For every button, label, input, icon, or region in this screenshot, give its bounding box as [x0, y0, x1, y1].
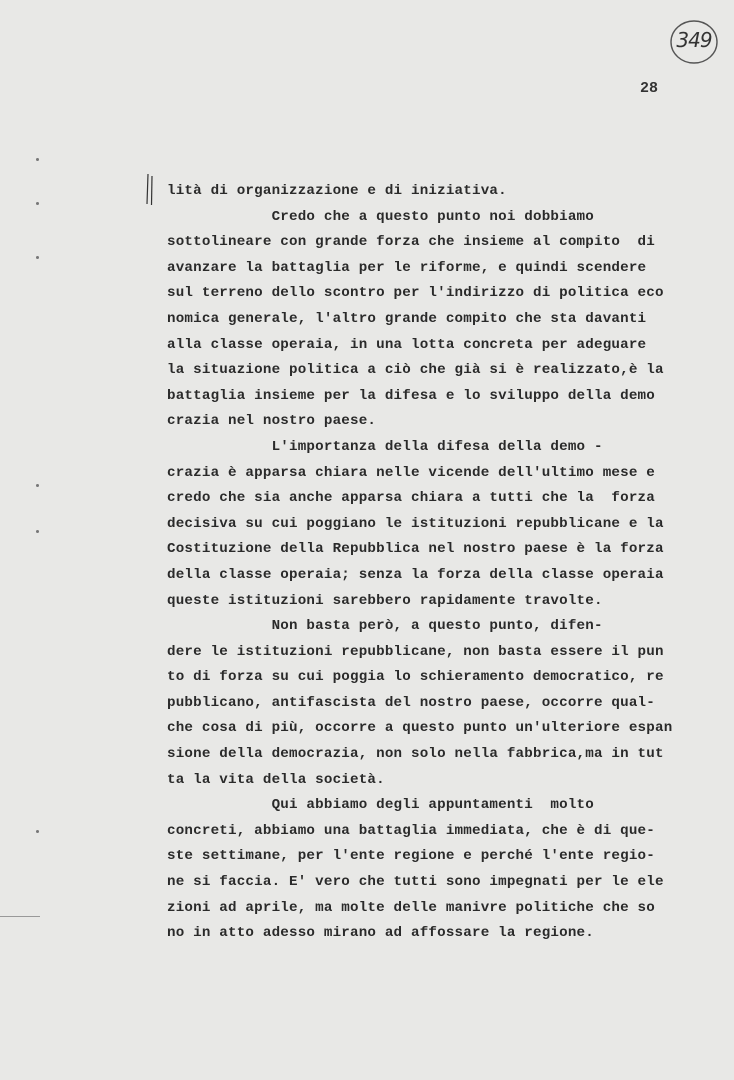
- text-line: crazia è apparsa chiara nelle vicende dell'ultimo mese e: [167, 464, 655, 481]
- text-line: lità di organizzazione e di iniziativa.: [167, 183, 507, 199]
- margin-mark: [146, 172, 154, 206]
- archive-folio-stamp: [668, 18, 720, 66]
- text-line: no in atto adesso mirano ad affossare la regione.: [167, 925, 594, 942]
- text-line: credo che sia anche apparsa chiara a tutti che la forza: [167, 490, 655, 507]
- text-line: queste istituzioni sarebbero rapidamente travolte.: [167, 592, 603, 609]
- text-line: ste settimane, per l'ente regione e perché l'ente regio-: [167, 848, 655, 865]
- scan-speck: [36, 830, 39, 833]
- scan-speck: [36, 158, 39, 161]
- text-line: sione della democrazia, non solo nella fabbrica,ma in tut: [167, 746, 664, 763]
- scan-speck: [36, 202, 39, 205]
- text-line: Costituzione della Repubblica nel nostro paese è la forza: [167, 541, 664, 558]
- text-line: sul terreno dello scontro per l'indirizzo di politica eco: [167, 285, 664, 302]
- text-line: to di forza su cui poggia lo schieramento democratico, re: [167, 669, 664, 686]
- text-line: nomica generale, l'altro grande compito che sta davanti: [167, 310, 647, 327]
- folio-number: 349: [676, 28, 712, 52]
- typed-body-text: [167, 179, 687, 947]
- text-line: decisiva su cui poggiano le istituzioni repubblicane e la: [167, 515, 664, 532]
- text-line: Qui abbiamo degli appuntamenti molto: [167, 797, 594, 814]
- text-line: L'importanza della difesa della demo -: [167, 438, 603, 455]
- text-line: concreti, abbiamo una battaglia immediata, che è di que-: [167, 822, 655, 839]
- text-line: crazia nel nostro paese.: [167, 413, 377, 430]
- text-line: che cosa di più, occorre a questo punto un'ulteriore espan: [167, 720, 673, 737]
- text-line: alla classe operaia, in una lotta concreta per adeguare: [167, 336, 647, 353]
- scan-speck: [36, 530, 39, 533]
- text-line: Credo che a questo punto noi dobbiamo: [167, 208, 594, 225]
- text-line: dere le istituzioni repubblicane, non basta essere il pun: [167, 643, 664, 660]
- page-number: 28: [640, 80, 659, 97]
- text-line: avanzare la battaglia per le riforme, e quindi scendere: [167, 259, 647, 276]
- text-line: della classe operaia; senza la forza della classe operaia: [167, 566, 664, 583]
- text-line: sottolineare con grande forza che insieme al compito di: [167, 234, 655, 251]
- text-line: ne si faccia. E' vero che tutti sono impegnati per le ele: [167, 874, 664, 891]
- scan-edge-line: [0, 916, 40, 917]
- text-line: la situazione politica a ciò che già si è realizzato,è la: [167, 362, 664, 379]
- scan-speck: [36, 256, 39, 259]
- text-line: pubblicano, antifascista del nostro paese, occorre qual-: [167, 694, 655, 711]
- text-line: battaglia insieme per la difesa e lo sviluppo della demo: [167, 387, 655, 404]
- text-line: Non basta però, a questo punto, difen-: [167, 618, 603, 635]
- text-line: zioni ad aprile, ma molte delle manivre politiche che so: [167, 899, 655, 916]
- scan-speck: [36, 484, 39, 487]
- text-line: ta la vita della società.: [167, 771, 385, 788]
